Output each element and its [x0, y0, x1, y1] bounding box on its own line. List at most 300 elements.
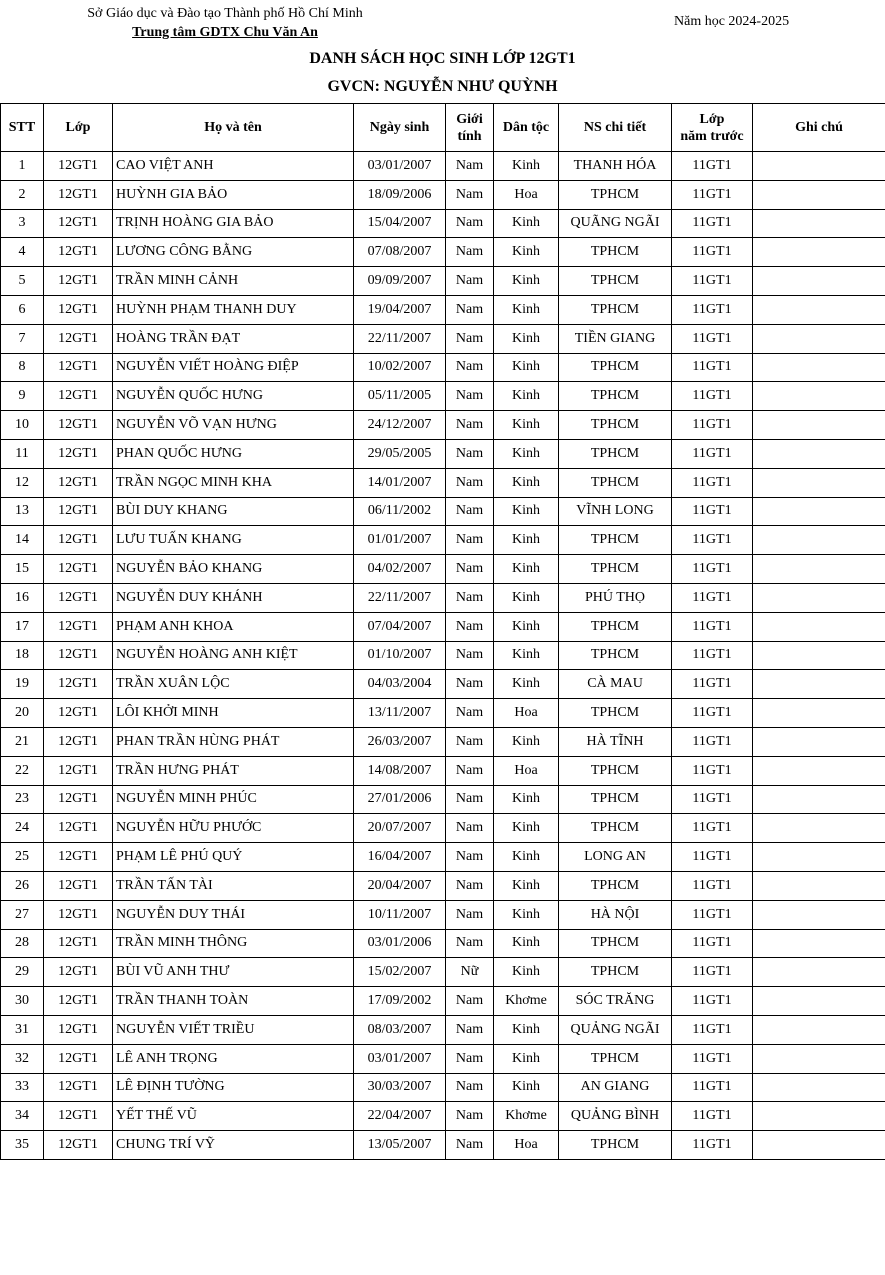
cell-full-name: TRẦN MINH CẢNH — [113, 267, 354, 296]
cell-gender: Nữ — [446, 958, 494, 987]
document-title: DANH SÁCH HỌC SINH LỚP 12GT1 — [309, 50, 576, 67]
cell-gender: Nam — [446, 238, 494, 267]
cell-full-name: TRẦN TẤN TÀI — [113, 871, 354, 900]
cell-birth-date: 16/04/2007 — [354, 843, 446, 872]
cell-class: 12GT1 — [44, 785, 113, 814]
cell-previous-class: 11GT1 — [672, 958, 753, 987]
cell-birth-date: 10/02/2007 — [354, 353, 446, 382]
cell-birth-date: 05/11/2005 — [354, 382, 446, 411]
cell-notes — [753, 238, 885, 267]
cell-gender: Nam — [446, 468, 494, 497]
cell-full-name: TRẦN XUÂN LỘC — [113, 670, 354, 699]
cell-stt: 23 — [1, 785, 44, 814]
cell-full-name: PHẠM LÊ PHÚ QUÝ — [113, 843, 354, 872]
cell-full-name: NGUYỄN DUY THÁI — [113, 900, 354, 929]
cell-class: 12GT1 — [44, 871, 113, 900]
cell-ethnicity: Kinh — [494, 814, 559, 843]
cell-ethnicity: Kinh — [494, 497, 559, 526]
cell-birthplace: TPHCM — [559, 238, 672, 267]
cell-gender: Nam — [446, 324, 494, 353]
cell-ethnicity: Kinh — [494, 958, 559, 987]
cell-stt: 27 — [1, 900, 44, 929]
cell-birth-date: 14/08/2007 — [354, 756, 446, 785]
cell-ethnicity: Kinh — [494, 468, 559, 497]
col-header-stt: STT — [1, 104, 44, 152]
cell-notes — [753, 411, 885, 440]
cell-full-name: LƯƠNG CÔNG BẰNG — [113, 238, 354, 267]
cell-notes — [753, 699, 885, 728]
cell-gender: Nam — [446, 497, 494, 526]
cell-stt: 34 — [1, 1102, 44, 1131]
cell-stt: 18 — [1, 641, 44, 670]
cell-ethnicity: Kinh — [494, 785, 559, 814]
cell-stt: 15 — [1, 555, 44, 584]
cell-birth-date: 29/05/2005 — [354, 439, 446, 468]
cell-notes — [753, 1044, 885, 1073]
cell-notes — [753, 468, 885, 497]
cell-ethnicity: Kinh — [494, 238, 559, 267]
cell-birth-date: 17/09/2002 — [354, 987, 446, 1016]
cell-class: 12GT1 — [44, 756, 113, 785]
cell-birthplace: QUẢNG BÌNH — [559, 1102, 672, 1131]
cell-class: 12GT1 — [44, 238, 113, 267]
cell-birth-date: 10/11/2007 — [354, 900, 446, 929]
cell-stt: 31 — [1, 1015, 44, 1044]
cell-previous-class: 11GT1 — [672, 411, 753, 440]
col-header-gender-line2: tính — [457, 128, 482, 144]
cell-birth-date: 03/01/2006 — [354, 929, 446, 958]
table-row — [1, 843, 885, 872]
cell-gender: Nam — [446, 843, 494, 872]
cell-ethnicity: Kinh — [494, 324, 559, 353]
cell-class: 12GT1 — [44, 612, 113, 641]
cell-birth-date: 15/02/2007 — [354, 958, 446, 987]
table-row — [1, 756, 885, 785]
cell-stt: 5 — [1, 267, 44, 296]
table-row — [1, 152, 885, 181]
cell-birth-date: 03/01/2007 — [354, 152, 446, 181]
cell-ethnicity: Kinh — [494, 843, 559, 872]
cell-full-name: NGUYỄN VIẾT HOÀNG ĐIỆP — [113, 353, 354, 382]
cell-previous-class: 11GT1 — [672, 267, 753, 296]
cell-full-name: BÙI DUY KHANG — [113, 497, 354, 526]
cell-birthplace: VĨNH LONG — [559, 497, 672, 526]
cell-gender: Nam — [446, 353, 494, 382]
cell-gender: Nam — [446, 900, 494, 929]
cell-notes — [753, 439, 885, 468]
cell-previous-class: 11GT1 — [672, 641, 753, 670]
cell-notes — [753, 209, 885, 238]
cell-class: 12GT1 — [44, 699, 113, 728]
cell-previous-class: 11GT1 — [672, 1044, 753, 1073]
cell-stt: 28 — [1, 929, 44, 958]
cell-full-name: CHUNG TRÍ VỸ — [113, 1131, 354, 1160]
cell-gender: Nam — [446, 670, 494, 699]
cell-previous-class: 11GT1 — [672, 699, 753, 728]
cell-previous-class: 11GT1 — [672, 439, 753, 468]
cell-full-name: HUỲNH PHẠM THANH DUY — [113, 295, 354, 324]
cell-notes — [753, 641, 885, 670]
cell-birthplace: TPHCM — [559, 526, 672, 555]
cell-class: 12GT1 — [44, 1073, 113, 1102]
cell-ethnicity: Kinh — [494, 583, 559, 612]
cell-stt: 33 — [1, 1073, 44, 1102]
cell-stt: 3 — [1, 209, 44, 238]
cell-ethnicity: Kinh — [494, 152, 559, 181]
table-row — [1, 929, 885, 958]
cell-gender: Nam — [446, 180, 494, 209]
cell-full-name: NGUYỄN HỮU PHƯỚC — [113, 814, 354, 843]
cell-class: 12GT1 — [44, 526, 113, 555]
school-year: Năm học 2024-2025 — [674, 14, 790, 29]
cell-gender: Nam — [446, 612, 494, 641]
cell-full-name: PHAN TRẦN HÙNG PHÁT — [113, 727, 354, 756]
cell-ethnicity: Kinh — [494, 439, 559, 468]
cell-full-name: NGUYỄN MINH PHÚC — [113, 785, 354, 814]
cell-notes — [753, 670, 885, 699]
table-row — [1, 497, 885, 526]
cell-birthplace: TPHCM — [559, 267, 672, 296]
cell-gender: Nam — [446, 756, 494, 785]
cell-ethnicity: Khơme — [494, 1102, 559, 1131]
cell-previous-class: 11GT1 — [672, 1073, 753, 1102]
cell-birth-date: 20/04/2007 — [354, 871, 446, 900]
cell-stt: 17 — [1, 612, 44, 641]
table-row — [1, 727, 885, 756]
cell-gender: Nam — [446, 785, 494, 814]
cell-ethnicity: Hoa — [494, 699, 559, 728]
cell-birthplace: TIỀN GIANG — [559, 324, 672, 353]
cell-notes — [753, 843, 885, 872]
table-row — [1, 785, 885, 814]
cell-previous-class: 11GT1 — [672, 583, 753, 612]
cell-notes — [753, 987, 885, 1016]
table-row — [1, 353, 885, 382]
table-row — [1, 1102, 885, 1131]
table-row — [1, 411, 885, 440]
department-name: Sở Giáo dục và Đào tạo Thành phố Hồ Chí Minh — [87, 6, 363, 21]
cell-notes — [753, 1131, 885, 1160]
cell-gender: Nam — [446, 814, 494, 843]
cell-notes — [753, 583, 885, 612]
cell-notes — [753, 267, 885, 296]
table-row — [1, 1073, 885, 1102]
cell-stt: 12 — [1, 468, 44, 497]
cell-ethnicity: Kinh — [494, 411, 559, 440]
cell-notes — [753, 295, 885, 324]
cell-birthplace: QUÃNG NGÃI — [559, 209, 672, 238]
cell-birthplace: TPHCM — [559, 929, 672, 958]
cell-previous-class: 11GT1 — [672, 353, 753, 382]
cell-class: 12GT1 — [44, 670, 113, 699]
cell-previous-class: 11GT1 — [672, 468, 753, 497]
cell-previous-class: 11GT1 — [672, 324, 753, 353]
table-row — [1, 209, 885, 238]
table-row — [1, 295, 885, 324]
cell-notes — [753, 555, 885, 584]
cell-previous-class: 11GT1 — [672, 238, 753, 267]
cell-stt: 19 — [1, 670, 44, 699]
cell-ethnicity: Kinh — [494, 612, 559, 641]
cell-stt: 11 — [1, 439, 44, 468]
cell-birth-date: 03/01/2007 — [354, 1044, 446, 1073]
cell-birth-date: 22/04/2007 — [354, 1102, 446, 1131]
cell-full-name: TRẦN THANH TOÀN — [113, 987, 354, 1016]
cell-birthplace: TPHCM — [559, 382, 672, 411]
cell-notes — [753, 1102, 885, 1131]
homeroom-teacher: GVCN: NGUYỄN NHƯ QUỲNH — [327, 78, 558, 95]
cell-previous-class: 11GT1 — [672, 727, 753, 756]
cell-class: 12GT1 — [44, 439, 113, 468]
cell-full-name: HOÀNG TRẦN ĐẠT — [113, 324, 354, 353]
cell-class: 12GT1 — [44, 324, 113, 353]
cell-previous-class: 11GT1 — [672, 152, 753, 181]
cell-birthplace: SÓC TRĂNG — [559, 987, 672, 1016]
cell-gender: Nam — [446, 1131, 494, 1160]
cell-ethnicity: Kinh — [494, 641, 559, 670]
cell-class: 12GT1 — [44, 900, 113, 929]
cell-ethnicity: Kinh — [494, 1073, 559, 1102]
cell-stt: 22 — [1, 756, 44, 785]
cell-birth-date: 01/10/2007 — [354, 641, 446, 670]
cell-birthplace: TPHCM — [559, 468, 672, 497]
cell-ethnicity: Kinh — [494, 871, 559, 900]
cell-birthplace: TPHCM — [559, 180, 672, 209]
table-row — [1, 583, 885, 612]
cell-birthplace: TPHCM — [559, 555, 672, 584]
cell-gender: Nam — [446, 411, 494, 440]
cell-full-name: HUỲNH GIA BẢO — [113, 180, 354, 209]
col-header-previous-class-line1: Lớp — [699, 111, 725, 127]
cell-birthplace: TPHCM — [559, 871, 672, 900]
cell-gender: Nam — [446, 1044, 494, 1073]
cell-previous-class: 11GT1 — [672, 929, 753, 958]
cell-notes — [753, 497, 885, 526]
cell-gender: Nam — [446, 727, 494, 756]
cell-birth-date: 09/09/2007 — [354, 267, 446, 296]
cell-stt: 30 — [1, 987, 44, 1016]
cell-notes — [753, 152, 885, 181]
cell-birthplace: CÀ MAU — [559, 670, 672, 699]
cell-birth-date: 18/09/2006 — [354, 180, 446, 209]
cell-notes — [753, 727, 885, 756]
col-header-class: Lớp — [44, 104, 113, 152]
cell-previous-class: 11GT1 — [672, 209, 753, 238]
cell-full-name: TRẦN HƯNG PHÁT — [113, 756, 354, 785]
cell-notes — [753, 929, 885, 958]
cell-class: 12GT1 — [44, 468, 113, 497]
cell-previous-class: 11GT1 — [672, 526, 753, 555]
cell-notes — [753, 958, 885, 987]
cell-class: 12GT1 — [44, 929, 113, 958]
table-row — [1, 1044, 885, 1073]
cell-previous-class: 11GT1 — [672, 785, 753, 814]
cell-birth-date: 13/11/2007 — [354, 699, 446, 728]
table-row — [1, 641, 885, 670]
table-row — [1, 871, 885, 900]
cell-stt: 6 — [1, 295, 44, 324]
table-row — [1, 324, 885, 353]
cell-gender: Nam — [446, 1073, 494, 1102]
cell-stt: 24 — [1, 814, 44, 843]
cell-notes — [753, 900, 885, 929]
cell-class: 12GT1 — [44, 353, 113, 382]
cell-birthplace: QUẢNG NGÃI — [559, 1015, 672, 1044]
cell-stt: 7 — [1, 324, 44, 353]
cell-gender: Nam — [446, 209, 494, 238]
cell-birth-date: 22/11/2007 — [354, 583, 446, 612]
cell-stt: 32 — [1, 1044, 44, 1073]
cell-birthplace: TPHCM — [559, 699, 672, 728]
table-row — [1, 555, 885, 584]
cell-birthplace: HÀ NỘI — [559, 900, 672, 929]
cell-full-name: NGUYỄN VIẾT TRIỀU — [113, 1015, 354, 1044]
cell-birth-date: 24/12/2007 — [354, 411, 446, 440]
cell-notes — [753, 1015, 885, 1044]
cell-birthplace: TPHCM — [559, 353, 672, 382]
cell-class: 12GT1 — [44, 180, 113, 209]
cell-previous-class: 11GT1 — [672, 497, 753, 526]
cell-previous-class: 11GT1 — [672, 295, 753, 324]
cell-stt: 10 — [1, 411, 44, 440]
cell-notes — [753, 785, 885, 814]
cell-birth-date: 04/03/2004 — [354, 670, 446, 699]
cell-full-name: BÙI VŨ ANH THƯ — [113, 958, 354, 987]
cell-notes — [753, 353, 885, 382]
table-row — [1, 814, 885, 843]
cell-class: 12GT1 — [44, 295, 113, 324]
cell-previous-class: 11GT1 — [672, 555, 753, 584]
table-row — [1, 612, 885, 641]
cell-stt: 26 — [1, 871, 44, 900]
table-row — [1, 1015, 885, 1044]
cell-class: 12GT1 — [44, 382, 113, 411]
cell-notes — [753, 1073, 885, 1102]
cell-birthplace: TPHCM — [559, 411, 672, 440]
cell-birthplace: TPHCM — [559, 295, 672, 324]
cell-ethnicity: Kinh — [494, 1015, 559, 1044]
cell-notes — [753, 756, 885, 785]
cell-birth-date: 22/11/2007 — [354, 324, 446, 353]
cell-full-name: LÊ ĐỊNH TƯỜNG — [113, 1073, 354, 1102]
cell-class: 12GT1 — [44, 1131, 113, 1160]
cell-stt: 13 — [1, 497, 44, 526]
cell-previous-class: 11GT1 — [672, 612, 753, 641]
cell-class: 12GT1 — [44, 987, 113, 1016]
cell-previous-class: 11GT1 — [672, 900, 753, 929]
table-row — [1, 180, 885, 209]
col-header-notes: Ghi chú — [753, 104, 885, 152]
cell-notes — [753, 180, 885, 209]
cell-previous-class: 11GT1 — [672, 987, 753, 1016]
cell-gender: Nam — [446, 641, 494, 670]
cell-ethnicity: Kinh — [494, 727, 559, 756]
cell-gender: Nam — [446, 555, 494, 584]
cell-previous-class: 11GT1 — [672, 843, 753, 872]
cell-full-name: NGUYỄN HOÀNG ANH KIỆT — [113, 641, 354, 670]
cell-gender: Nam — [446, 929, 494, 958]
cell-stt: 1 — [1, 152, 44, 181]
table-row — [1, 382, 885, 411]
cell-ethnicity: Hoa — [494, 756, 559, 785]
cell-stt: 9 — [1, 382, 44, 411]
cell-full-name: PHAN QUỐC HƯNG — [113, 439, 354, 468]
table-row — [1, 900, 885, 929]
cell-stt: 29 — [1, 958, 44, 987]
cell-gender: Nam — [446, 526, 494, 555]
cell-birthplace: TPHCM — [559, 785, 672, 814]
cell-birthplace: TPHCM — [559, 756, 672, 785]
cell-ethnicity: Kinh — [494, 670, 559, 699]
cell-gender: Nam — [446, 295, 494, 324]
cell-ethnicity: Kinh — [494, 526, 559, 555]
cell-full-name: PHẠM ANH KHOA — [113, 612, 354, 641]
table-body — [1, 152, 885, 1160]
center-name: Trung tâm GDTX Chu Văn An — [132, 25, 318, 40]
table-row — [1, 526, 885, 555]
cell-gender: Nam — [446, 987, 494, 1016]
cell-previous-class: 11GT1 — [672, 670, 753, 699]
cell-class: 12GT1 — [44, 1044, 113, 1073]
cell-full-name: LÔI KHỞI MINH — [113, 699, 354, 728]
cell-stt: 14 — [1, 526, 44, 555]
cell-notes — [753, 382, 885, 411]
cell-class: 12GT1 — [44, 727, 113, 756]
table-row — [1, 699, 885, 728]
cell-birthplace: PHÚ THỌ — [559, 583, 672, 612]
col-header-ethnicity: Dân tộc — [494, 104, 559, 152]
cell-notes — [753, 526, 885, 555]
cell-class: 12GT1 — [44, 641, 113, 670]
cell-birthplace: TPHCM — [559, 641, 672, 670]
cell-class: 12GT1 — [44, 555, 113, 584]
cell-birth-date: 15/04/2007 — [354, 209, 446, 238]
cell-birth-date: 13/05/2007 — [354, 1131, 446, 1160]
cell-full-name: YẾT THẾ VŨ — [113, 1102, 354, 1131]
col-header-gender — [446, 104, 494, 152]
cell-full-name: TRẦN MINH THÔNG — [113, 929, 354, 958]
cell-ethnicity: Kinh — [494, 929, 559, 958]
cell-previous-class: 11GT1 — [672, 814, 753, 843]
cell-ethnicity: Khơme — [494, 987, 559, 1016]
cell-gender: Nam — [446, 583, 494, 612]
cell-birthplace: AN GIANG — [559, 1073, 672, 1102]
cell-birth-date: 07/08/2007 — [354, 238, 446, 267]
table-row — [1, 958, 885, 987]
cell-birth-date: 19/04/2007 — [354, 295, 446, 324]
cell-gender: Nam — [446, 152, 494, 181]
cell-previous-class: 11GT1 — [672, 1131, 753, 1160]
cell-birthplace: TPHCM — [559, 814, 672, 843]
cell-birth-date: 06/11/2002 — [354, 497, 446, 526]
cell-birthplace: HÀ TĨNH — [559, 727, 672, 756]
cell-gender: Nam — [446, 267, 494, 296]
cell-previous-class: 11GT1 — [672, 382, 753, 411]
cell-notes — [753, 814, 885, 843]
cell-full-name: NGUYỄN BẢO KHANG — [113, 555, 354, 584]
cell-full-name: TRỊNH HOÀNG GIA BẢO — [113, 209, 354, 238]
cell-stt: 4 — [1, 238, 44, 267]
cell-birthplace: TPHCM — [559, 612, 672, 641]
cell-previous-class: 11GT1 — [672, 1015, 753, 1044]
cell-full-name: LÊ ANH TRỌNG — [113, 1044, 354, 1073]
cell-class: 12GT1 — [44, 814, 113, 843]
table-row — [1, 987, 885, 1016]
cell-gender: Nam — [446, 439, 494, 468]
cell-ethnicity: Kinh — [494, 353, 559, 382]
table-row — [1, 670, 885, 699]
cell-full-name: TRẦN NGỌC MINH KHA — [113, 468, 354, 497]
